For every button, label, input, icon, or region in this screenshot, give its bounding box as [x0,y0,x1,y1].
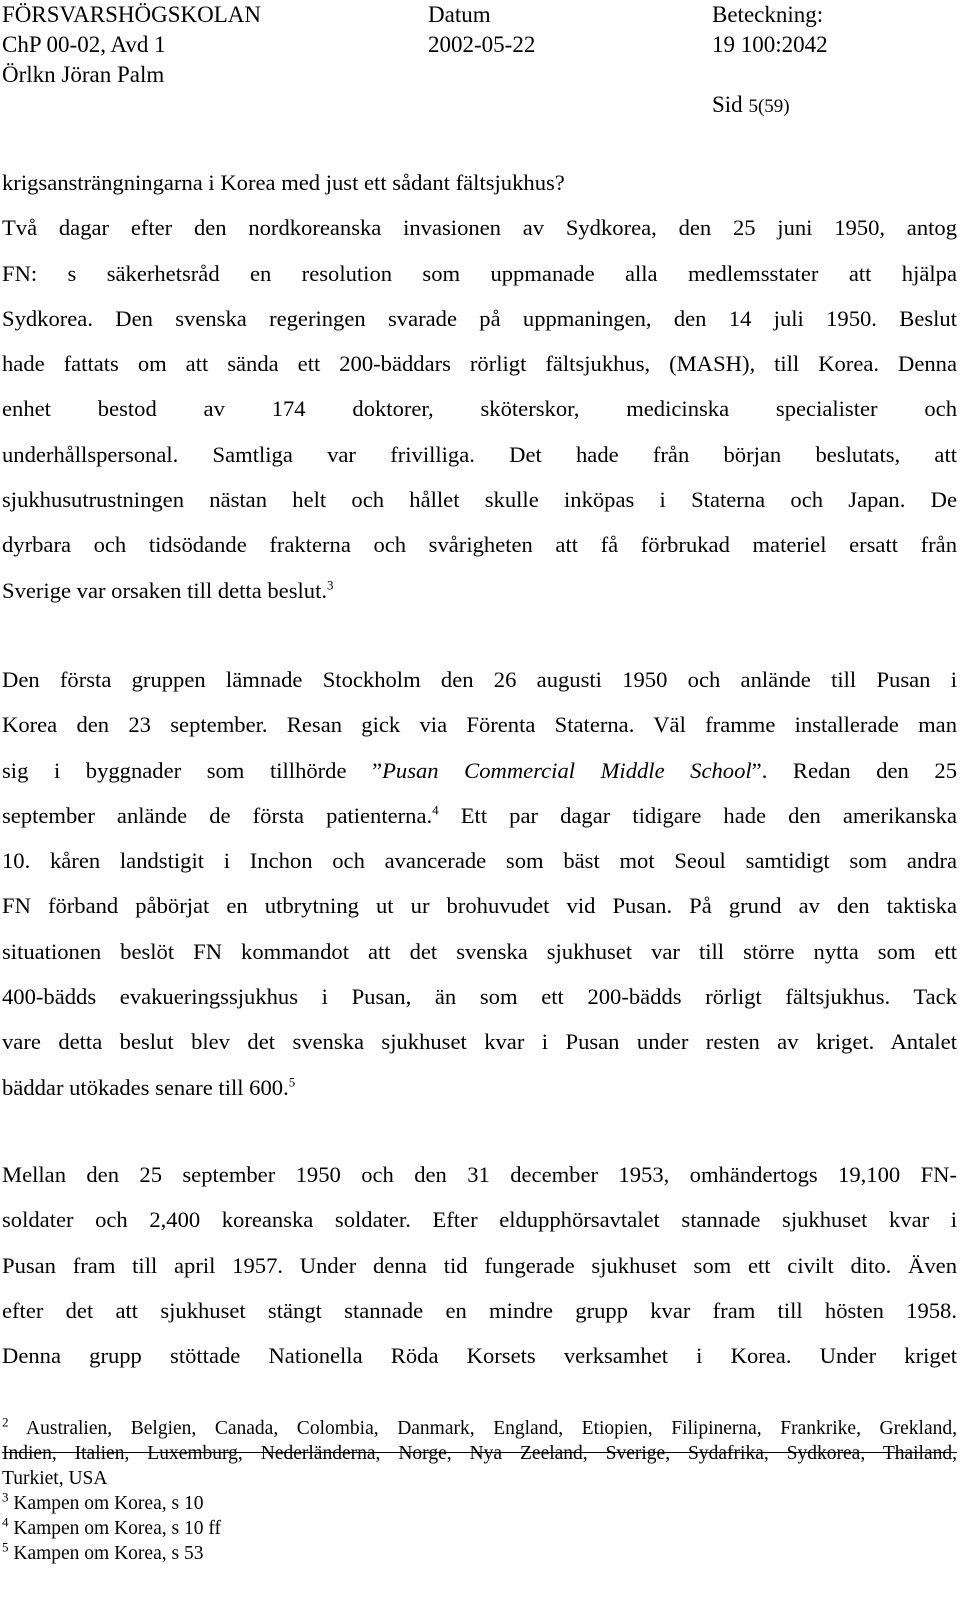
text-line: Den första gruppen lämnade Stockholm den 26 augusti 1950 och anlände till Pusan i [2,667,957,692]
footnote-ref-3[interactable]: 3 [327,577,334,593]
text-line: situationen beslöt FN kommandot att det svenska sjukhuset var till större nytta som ett [2,938,957,964]
footnote-line [2,1516,957,1541]
paragraph-2 [2,657,957,1110]
paragraph-1 [2,160,957,613]
text-line: soldater och 2,400 koreanska soldater. Efter eldupphörsavtalet stannade sjukhuset kvar i [2,1207,957,1233]
text-line: hade fattats om att sända ett 200-bäddars rörligt fältsjukhus, (MASH), till Korea. Denna [2,351,957,377]
paragraph-3 [2,1152,957,1378]
footnote-number: 4 [2,1514,9,1530]
footnotes [2,1416,957,1566]
footnote-text: Turkiet, USA [2,1468,108,1489]
page-number [712,90,790,122]
footnote-line [2,1441,957,1466]
text-line: 10. kåren landstigit i Inchon och avancerade som bäst mot Seoul samtidigt som andra [2,848,957,874]
text-line: Denna grupp stöttade Nationella Röda Korsets verksamhet i Korea. Under kriget [2,1343,957,1369]
text-line [2,793,957,838]
text-line: Korea den 23 september. Resan gick via Förenta Staterna. Väl framme installerade man [2,712,957,738]
footnote-ref-4[interactable]: 4 [432,802,439,818]
text-line: FN: s säkerhetsråd en resolution som uppmanade alla medlemsstater att hjälpa [2,260,957,286]
text-line-content: Ett par dagar tidigare hade den amerikanska [438,802,958,828]
text-line: dyrbara och tidsödande frakterna och svårigheten att få förbrukad materiel ersatt från [2,532,957,558]
footnote-text: Kampen om Korea, s 10 ff [13,1518,221,1539]
text-line-content: ”. Redan den 25 [751,757,957,783]
text-line: enhet bestod av 174 doktorer, sköterskor, medicinska specialister och [2,396,957,422]
text-line: Sydkorea. Den svenska regeringen svarade på uppmaningen, den 14 juli 1950. Beslut [2,305,957,331]
text-line: vare detta beslut blev det svenska sjukhuset kvar i Pusan under resten av kriget. Antalet [2,1029,957,1055]
text-line: Mellan den 25 september 1950 och den 31 december 1953, omhändertogs 19,100 FN- [2,1162,957,1187]
footnote-ref-5[interactable]: 5 [288,1074,296,1090]
header-author: Örlkn Jöran Palm [2,62,165,87]
header-date: 2002-05-22 [428,32,536,57]
header-course: ChP 00-02, Avd 1 [2,32,166,57]
text-line [2,1065,957,1110]
text-line [2,568,957,613]
text-line: efter det att sjukhuset stängt stannade en mindre grupp kvar fram till hösten 1958. [2,1297,957,1323]
footnote-number: 2 [2,1414,9,1430]
text-line: sjukhusutrustningen nästan helt och hållet skulle inköpas i Staterna och Japan. De [2,487,957,513]
text-line: underhållspersonal. Samtliga var frivilliga. Det hade från början beslutats, att [2,441,957,467]
footnote-line [2,1541,957,1566]
footnote-text: Kampen om Korea, s 53 [13,1543,204,1564]
footnote-text: Indien, Italien, Luxemburg, Nederländerna, Norge, Nya Zeeland, Sverige, Sydafrika, Sydkorea, Thailand, [2,1443,957,1464]
school-name: Pusan Commercial Middle School [382,757,752,783]
text-line: FN förband påbörjat en utbrytning ut ur brohuvudet vid Pusan. På grund av den taktiska [2,893,957,919]
footnote-text: Australien, Belgien, Canada, Colombia, Danmark, England, Etiopien, Filipinerna, Frankrike, Grekland, [26,1418,957,1439]
text-line-content: september anlände de första patienterna. [2,802,433,828]
header-ref-label: Beteckning: [712,2,824,27]
text-line: krigsansträngningarna i Korea med just ett sådant fältsjukhus? [2,170,565,195]
page-value: 5(59) [748,96,790,117]
footnote-number: 5 [2,1539,9,1555]
text-line: Pusan fram till april 1957. Under denna tid fungerade sjukhuset som ett civilt dito. Även [2,1252,957,1278]
page-label: Sid [712,92,743,117]
text-line: Två dagar efter den nordkoreanska invasionen av Sydkorea, den 25 juni 1950, antog [2,215,957,241]
footnote-number: 3 [2,1489,9,1505]
header-ref: 19 100:2042 [712,32,828,57]
footnote-text: Kampen om Korea, s 10 [13,1493,204,1514]
text-line-content: Sverige var orsaken till detta beslut. [2,577,328,603]
text-line-content: bäddar utökades senare till 600. [2,1074,289,1100]
footnote-line [2,1416,957,1441]
text-line: 400-bädds evakueringssjukhus i Pusan, än som ett 200-bädds rörligt fältsjukhus. Tack [2,984,957,1010]
footnote-line [2,1491,957,1516]
footnote-line [2,1466,957,1491]
text-line-content: sig i byggnader som tillhörde ” [2,757,383,783]
text-line [2,748,957,793]
header-org: FÖRSVARSHÖGSKOLAN [2,2,262,27]
header-date-label: Datum [428,2,491,27]
